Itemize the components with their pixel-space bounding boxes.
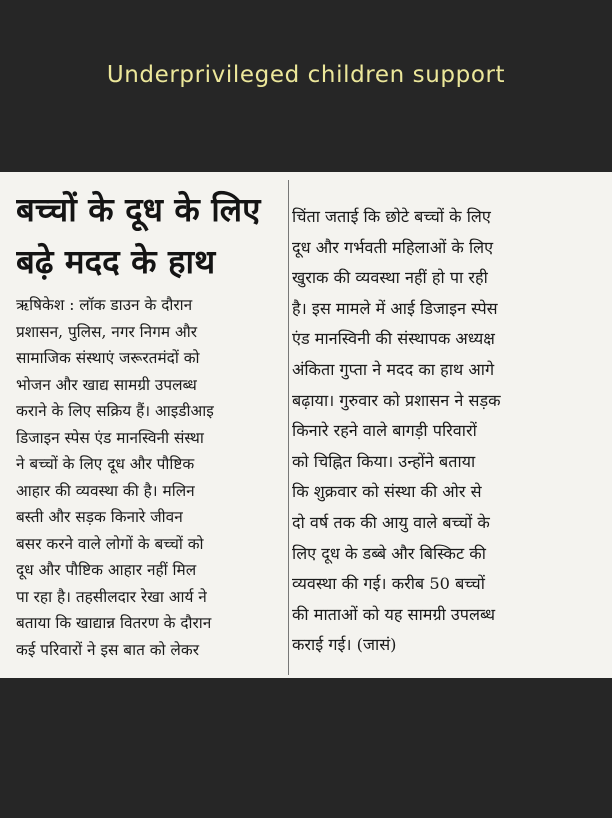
article-text-line: डिजाइन स्पेस एंड मानस्विनी संस्था [16, 428, 204, 447]
article-text-line: किनारे रहने वाले बागड़ी परिवारों [292, 421, 477, 441]
caption-title: Underprivileged children support [106, 62, 506, 88]
article-text-line: बस्ती और सड़क किनारे जीवन [16, 508, 183, 526]
article-text-line: सामाजिक संस्थाएं जरूरतमंदों को [16, 349, 200, 367]
article-text-line: अंकिता गुप्ता ने मदद का हाथ आगे [292, 359, 495, 379]
article-text-line: ऋषिकेश : लॉक डाउन के दौरान [16, 296, 193, 314]
article-text-line: दो वर्ष तक की आयु वाले बच्चों के [292, 512, 490, 532]
article-text-line: की माताओं को यह सामग्री उपलब्ध [292, 604, 496, 624]
article-text-line: भोजन और खाद्य सामग्री उपलब्ध [16, 375, 197, 394]
article-column-right [292, 202, 584, 661]
article-text-line: बढ़ाया। गुरुवार को प्रशासन ने सड़क [292, 390, 501, 410]
article-text-line: पा रहा है। तहसीलदार रेखा आर्य ने [16, 587, 207, 606]
article-text-line: बसर करने वाले लोगों के बच्चों को [16, 534, 204, 553]
article-text-line: चिंता जताई कि छोटे बच्चों के लिए [292, 207, 491, 226]
article-text-line: लिए दूध के डब्बे और बिस्किट की [292, 543, 486, 563]
article-text-line: है। इस मामले में आई डिजाइन स्पेस [292, 298, 498, 318]
column-divider [288, 180, 289, 675]
article-text-line: दूध और पौष्टिक आहार नहीं मिल [16, 561, 197, 579]
article-text-line: एंड मानस्विनी की संस्थापक अध्यक्ष [292, 329, 495, 349]
article-text-line: बताया कि खाद्यान्न वितरण के दौरान [16, 614, 212, 632]
article-text-line: व्यवस्था की गई। करीब 50 बच्चों [292, 574, 485, 594]
article-text-line: कई परिवारों ने इस बात को लेकर [16, 640, 199, 659]
headline-line: बढ़े मदद के हाथ [16, 242, 216, 281]
article-text-line: खुराक की व्यवस्था नहीं हो पा रही [292, 268, 488, 288]
article-text-line: को चिह्नित किया। उन्होंने बताया [292, 451, 476, 471]
article-text-line: कि शुक्रवार को संस्था की ओर से [292, 482, 482, 502]
article-text-line: कराने के लिए सक्रिय हैं। आइडीआइ [16, 402, 214, 420]
article-text-line: कराई गई। (जासं) [292, 635, 397, 655]
article-text-line: प्रशासन, पुलिस, नगर निगम और [16, 322, 198, 341]
article-text-line: दूध और गर्भवती महिलाओं के लिए [292, 237, 494, 257]
article-headline [16, 184, 286, 288]
article-column-left [16, 292, 282, 663]
article-text-line: आहार की व्यवस्था की है। मलिन [16, 481, 195, 500]
headline-line: बच्चों के दूध के लिए [16, 190, 261, 229]
newspaper-clipping [0, 172, 612, 678]
article-text-line: ने बच्चों के लिए दूध और पौष्टिक [16, 455, 195, 473]
